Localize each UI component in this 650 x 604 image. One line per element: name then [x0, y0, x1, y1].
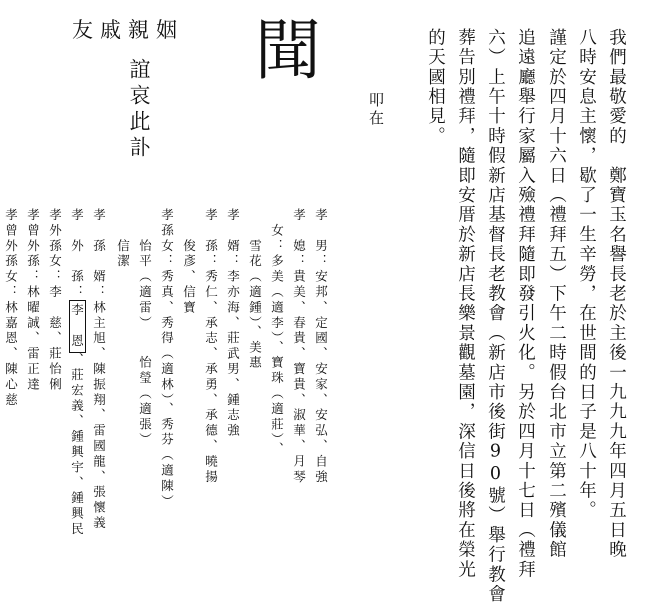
family-daughters-cont: 雪花（適鍾）、美惠 — [247, 208, 263, 372]
title-character: 聞 — [255, 12, 321, 89]
family-granddaughters: 孝孫女：秀真、秀得（適林）、秀芬（適陳） — [159, 208, 175, 510]
family-grandsons-in-law: 孝 孫 婿：林主旭、陳振翔、雷國龍、張懷義 — [91, 208, 107, 532]
highlighted-name: 李 恩 — [69, 300, 86, 352]
announcement-line-6: 葬告別禮拜，隨即安厝於新店長樂景觀墓園，深信日後將在榮光 — [455, 28, 476, 580]
family-sons: 孝 男：安邦、定國、安家、安弘、自強 — [313, 208, 329, 486]
salutation: 友戚親姻 — [72, 18, 184, 42]
announcement-line-4: 追遠廳舉行家屬入殮禮拜隨即發引火化。另於四月十七日（禮拜 — [515, 28, 536, 580]
family-great-outer-granddaughters: 孝曾外孫女：林嘉恩、陳心慈 — [3, 208, 19, 409]
family-grandsons-cont: 俊彥、信寶 — [181, 208, 197, 316]
closing-phrase: 叩在 — [367, 92, 385, 128]
family-daughters: 女：多美（適李）、寶珠（適莊）、 — [269, 208, 285, 458]
family-granddaughters-cont-2: 信潔 — [115, 208, 131, 270]
announcement-line-1: 我們最敬愛的 鄭寶玉名譽長老於主後一九九九年四月五日晚 — [606, 28, 627, 560]
announcement-line-7: 的天國相見。 — [425, 28, 446, 147]
family-granddaughters-cont: 怡平（適雷） 怡瑩（適張） — [137, 208, 153, 449]
family-outer-granddaughters: 孝外孫女：李 慈、莊怡俐 — [47, 208, 63, 393]
announcement-line-5: 六）上午十時假新店基督長老教會（新店市後街90號）舉行教會 — [485, 28, 506, 604]
family-sons-in-law: 孝 婿：李亦海、莊武男、鍾志強 — [225, 208, 241, 439]
family-great-outer-grandsons: 孝曾外孫：林曜誠、雷正達 — [25, 208, 41, 393]
family-grandsons: 孝 孫：秀仁、承志、承勇、承德、曉揚 — [203, 208, 219, 486]
announcement-line-2: 八時安息主懷，歇了一生辛勞，在世間的日子是八十年。 — [576, 28, 597, 521]
family-daughters-in-law: 孝 媳：貴美、春貴、寶貴、淑華、月琴 — [291, 208, 307, 486]
notice-text: 誼哀此訃 — [127, 58, 151, 162]
announcement-line-3: 謹定於四月十六日（禮拜五）下午二時假台北市立第二殯儀館 — [546, 28, 567, 560]
family-outer-grandsons: 孝 外 孫：李 恩、莊宏義、鍾興宇、鍾興民 — [69, 208, 85, 538]
